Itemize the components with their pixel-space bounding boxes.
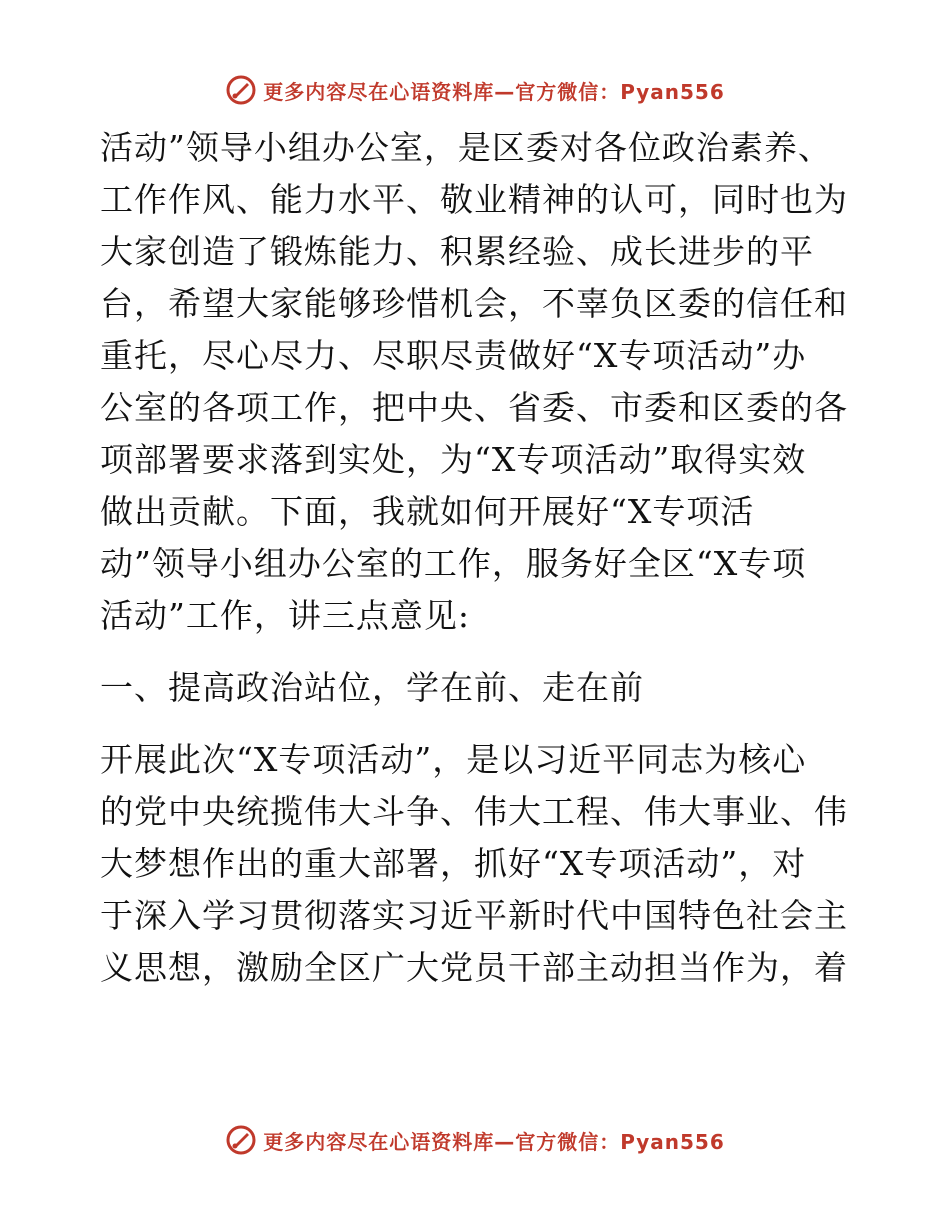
document-body bbox=[100, 122, 860, 994]
text-line: 开展此次“X专项活动”，是以习近平同志为核心 bbox=[100, 740, 807, 779]
text-line: 公室的各项工作，把中央、省委、市委和区委的各 bbox=[100, 388, 848, 427]
paragraph-2 bbox=[100, 734, 860, 994]
paragraph-1 bbox=[100, 122, 860, 642]
logo-icon bbox=[225, 1124, 257, 1156]
footer-banner bbox=[0, 1120, 950, 1160]
text-line: 动”领导小组办公室的工作，服务好全区“X专项 bbox=[100, 544, 807, 583]
logo-icon bbox=[225, 74, 257, 106]
header-banner bbox=[0, 70, 950, 110]
section-heading: 一、提高政治站位，学在前、走在前 bbox=[100, 668, 644, 707]
text-line: 台，希望大家能够珍惜机会，不辜负区委的信任和 bbox=[100, 284, 848, 323]
header-banner-text: 更多内容尽在心语资料库—官方微信：Pyan556 bbox=[263, 79, 725, 104]
text-line: 项部署要求落到实处，为“X专项活动”取得实效 bbox=[100, 440, 807, 479]
text-line: 活动”领导小组办公室，是区委对各位政治素养、 bbox=[100, 128, 832, 167]
text-line: 重托，尽心尽力、尽职尽责做好“X专项活动”办 bbox=[100, 336, 807, 375]
footer-banner-text: 更多内容尽在心语资料库—官方微信：Pyan556 bbox=[263, 1129, 725, 1154]
text-line: 工作作风、能力水平、敬业精神的认可，同时也为 bbox=[100, 180, 848, 219]
text-line: 大家创造了锻炼能力、积累经验、成长进步的平 bbox=[100, 232, 814, 271]
text-line: 活动”工作，讲三点意见: bbox=[100, 596, 470, 635]
text-line: 的党中央统揽伟大斗争、伟大工程、伟大事业、伟 bbox=[100, 792, 848, 831]
text-line: 大梦想作出的重大部署，抓好“X专项活动”，对 bbox=[100, 844, 807, 883]
text-line: 于深入学习贯彻落实习近平新时代中国特色社会主 bbox=[100, 896, 848, 935]
text-line: 义思想，激励全区广大党员干部主动担当作为，着 bbox=[100, 948, 848, 987]
text-line: 做出贡献。下面，我就如何开展好“X专项活 bbox=[100, 492, 755, 531]
